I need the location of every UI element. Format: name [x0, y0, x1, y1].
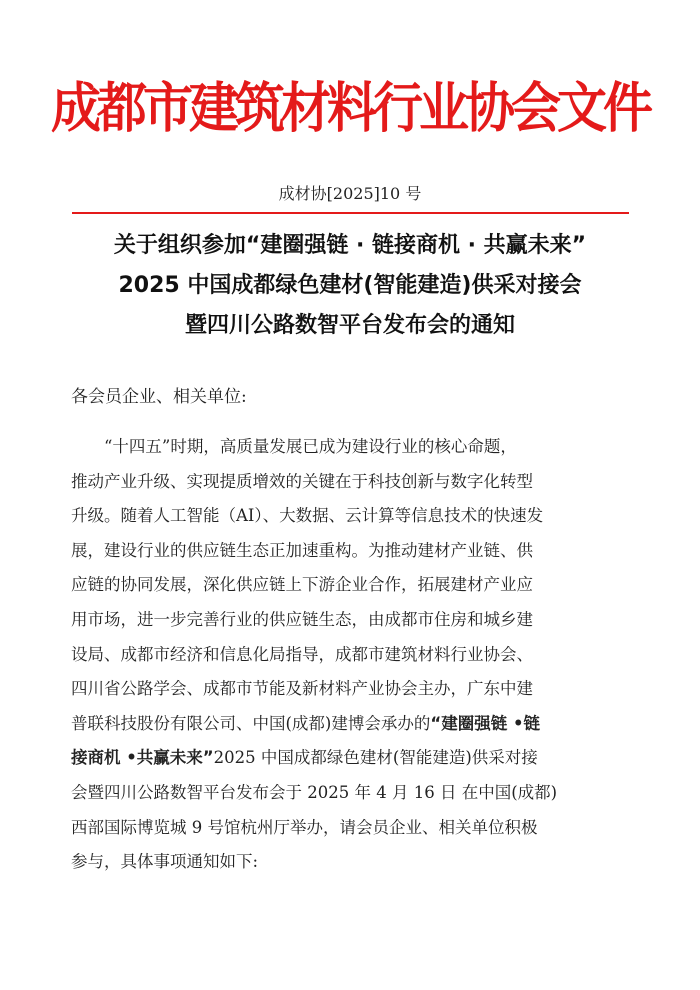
body-line: 参与，具体事项通知如下:	[71, 852, 259, 872]
notice-title-line-2: 2025 中国成都绿色建材(智能建造)供采对接会	[118, 273, 582, 298]
body-line: 应链的协同发展，深化供应链上下游企业合作，拓展建材产业应	[71, 575, 533, 595]
body-paragraph	[71, 430, 641, 880]
notice-title	[40, 226, 660, 346]
event-name-bold: 接商机 •共赢未来”	[71, 748, 214, 768]
body-line: 用市场，进一步完善行业的供应链生态，由成都市住房和城乡建	[71, 609, 533, 629]
body-line-segment: 2025 中国成都绿色建材(智能建造)供采对接	[213, 748, 538, 768]
notice-title-line-3: 暨四川公路数智平台发布会的通知	[184, 313, 515, 338]
body-line: 推动产业升级、实现提质增效的关键在于科技创新与数字化转型	[71, 471, 533, 491]
notice-title-line-1: 关于组织参加“建圈强链 · 链接商机 · 共赢未来”	[113, 233, 587, 258]
body-line-segment: 普联科技股份有限公司、中国(成都)建博会承办的	[71, 713, 431, 733]
organization-header-title: 成都市建筑材料行业协会文件	[51, 76, 649, 140]
body-line: 升级。随着人工智能（AI）、大数据、云计算等信息技术的快速发	[71, 506, 544, 526]
event-name-bold: “建圈强链 •链	[430, 713, 541, 733]
body-line: 展，建设行业的供应链生态正加速重构。为推动建材产业链、供	[71, 540, 533, 560]
body-line: “十四五”时期，高质量发展已成为建设行业的核心命题，	[104, 437, 517, 456]
body-line: 西部国际博览城 9 号馆杭州厅举办，请会员企业、相关单位积极	[71, 817, 538, 837]
body-line: 四川省公路学会、成都市节能及新材料产业协会主办，广东中建	[71, 679, 533, 699]
body-line	[71, 707, 641, 742]
salutation: 各会员企业、相关单位:	[71, 387, 247, 407]
header-divider-line	[72, 212, 629, 214]
body-line	[71, 741, 641, 776]
document-number: 成材协[2025]10 号	[278, 184, 422, 203]
body-line: 会暨四川公路数智平台发布会于 2025 年 4 月 16 日 在中国(成都)	[71, 782, 558, 802]
body-line: 设局、成都市经济和信息化局指导，成都市建筑材料行业协会、	[71, 644, 533, 664]
